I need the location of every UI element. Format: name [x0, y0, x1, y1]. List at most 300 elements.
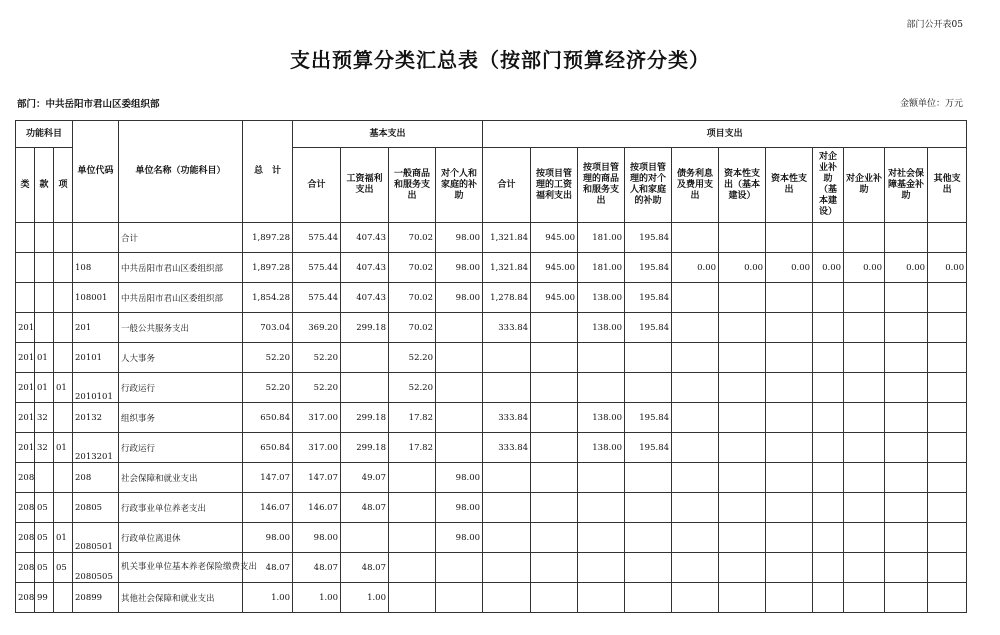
amount-cell — [483, 343, 531, 373]
amount-cell: 317.00 — [293, 433, 341, 463]
amount-cell — [578, 523, 625, 553]
amount-cell — [928, 493, 967, 523]
lei-cell: 208 — [16, 463, 35, 493]
amount-cell: 1,854.28 — [243, 283, 293, 313]
amount-cell — [578, 493, 625, 523]
amount-cell — [766, 463, 813, 493]
kuan-cell — [35, 253, 54, 283]
amount-cell: 195.84 — [625, 253, 672, 283]
project-sub-header: 按项目管理的对个人和家庭的补助 — [625, 148, 672, 223]
amount-cell — [813, 373, 844, 403]
amount-cell — [928, 313, 967, 343]
amount-cell: 945.00 — [531, 253, 578, 283]
amount-cell: 299.18 — [341, 403, 389, 433]
amount-cell: 138.00 — [578, 283, 625, 313]
amount-cell — [844, 313, 885, 343]
amount-cell — [483, 373, 531, 403]
amount-cell — [766, 373, 813, 403]
form-number: 部门公开表05 — [906, 20, 963, 30]
amount-cell: 147.07 — [243, 463, 293, 493]
unit-code-header: 单位代码 — [73, 121, 119, 223]
amount-cell: 299.18 — [341, 313, 389, 343]
amount-cell — [813, 523, 844, 553]
amount-cell: 98.00 — [436, 253, 483, 283]
amount-cell — [436, 343, 483, 373]
amount-cell: 0.00 — [844, 253, 885, 283]
amount-cell — [436, 433, 483, 463]
amount-cell — [885, 403, 928, 433]
amount-cell: 48.07 — [243, 553, 293, 583]
amount-cell — [483, 523, 531, 553]
amount-cell — [672, 523, 719, 553]
xiang-header: 项 — [54, 148, 73, 223]
amount-cell — [389, 583, 436, 613]
amount-cell: 407.43 — [341, 253, 389, 283]
unit-name-cell: 人大事务 — [119, 343, 243, 373]
amount-cell: 48.07 — [293, 553, 341, 583]
amount-cell: 317.00 — [293, 403, 341, 433]
amount-cell: 650.84 — [243, 403, 293, 433]
amount-cell — [531, 523, 578, 553]
xiang-cell: 05 — [54, 553, 73, 583]
amount-cell: 17.82 — [389, 433, 436, 463]
table-row — [16, 373, 967, 403]
amount-cell: 52.20 — [293, 373, 341, 403]
project-sub-header: 对社会保障基金补助 — [885, 148, 928, 223]
amount-cell — [436, 373, 483, 403]
amount-cell — [578, 463, 625, 493]
table-row — [16, 283, 967, 313]
unit-code-cell: 201 — [73, 313, 119, 343]
amount-cell: 70.02 — [389, 283, 436, 313]
xiang-cell — [54, 493, 73, 523]
amount-cell — [813, 283, 844, 313]
kuan-cell — [35, 463, 54, 493]
project-sub-header: 资本性支出 — [766, 148, 813, 223]
amount-cell — [813, 223, 844, 253]
unit-code-cell: 2080501 — [73, 523, 119, 553]
unit-name-cell: 行政单位离退休 — [119, 523, 243, 553]
unit-code-cell: 20132 — [73, 403, 119, 433]
unit-name-cell: 中共岳阳市君山区委组织部 — [119, 283, 243, 313]
table-row — [16, 523, 967, 553]
kuan-cell: 05 — [35, 553, 54, 583]
amount-cell — [531, 343, 578, 373]
lei-cell — [16, 223, 35, 253]
amount-cell — [766, 523, 813, 553]
amount-cell — [844, 373, 885, 403]
unit-code-cell: 2013201 — [73, 433, 119, 463]
table-row — [16, 583, 967, 613]
amount-cell — [885, 523, 928, 553]
project-sub-header: 债务利息及费用支出 — [672, 148, 719, 223]
amount-cell: 98.00 — [436, 463, 483, 493]
amount-cell — [844, 583, 885, 613]
table-row — [16, 463, 967, 493]
basic-sub-header: 一般商品和服务支出 — [389, 148, 436, 223]
amount-cell: 181.00 — [578, 253, 625, 283]
amount-cell — [625, 583, 672, 613]
amount-cell — [672, 223, 719, 253]
amount-cell — [885, 223, 928, 253]
amount-cell — [483, 583, 531, 613]
amount-unit-label: 金额单位：万元 — [899, 99, 963, 109]
basic-expenditure-header: 基本支出 — [293, 121, 483, 148]
amount-cell: 575.44 — [293, 223, 341, 253]
table-row — [16, 553, 967, 583]
amount-cell: 195.84 — [625, 433, 672, 463]
kuan-cell: 99 — [35, 583, 54, 613]
xiang-cell — [54, 253, 73, 283]
amount-cell: 181.00 — [578, 223, 625, 253]
project-sub-header: 按项目管理的工资福利支出 — [531, 148, 578, 223]
amount-cell — [766, 343, 813, 373]
amount-cell — [766, 313, 813, 343]
amount-cell — [625, 523, 672, 553]
amount-cell — [928, 343, 967, 373]
amount-cell — [844, 493, 885, 523]
amount-cell: 98.00 — [293, 523, 341, 553]
xiang-cell: 01 — [54, 523, 73, 553]
amount-cell: 195.84 — [625, 313, 672, 343]
amount-cell — [766, 583, 813, 613]
project-sub-header: 合计 — [483, 148, 531, 223]
kuan-cell — [35, 223, 54, 253]
unit-code-cell: 108001 — [73, 283, 119, 313]
basic-sub-header: 对个人和家庭的补助 — [436, 148, 483, 223]
unit-name-cell: 行政运行 — [119, 433, 243, 463]
amount-cell — [719, 463, 766, 493]
amount-cell — [672, 343, 719, 373]
amount-cell — [766, 553, 813, 583]
amount-cell — [578, 343, 625, 373]
amount-cell: 575.44 — [293, 283, 341, 313]
amount-cell — [885, 433, 928, 463]
unit-name-cell: 社会保障和就业支出 — [119, 463, 243, 493]
amount-cell: 0.00 — [813, 253, 844, 283]
amount-cell: 369.20 — [293, 313, 341, 343]
amount-cell — [813, 403, 844, 433]
unit-code-cell: 20805 — [73, 493, 119, 523]
lei-cell — [16, 253, 35, 283]
amount-cell: 52.20 — [389, 373, 436, 403]
kuan-cell: 32 — [35, 433, 54, 463]
amount-cell — [928, 403, 967, 433]
amount-cell — [813, 493, 844, 523]
amount-cell — [719, 223, 766, 253]
amount-cell — [719, 583, 766, 613]
amount-cell: 575.44 — [293, 253, 341, 283]
amount-cell: 407.43 — [341, 223, 389, 253]
lei-cell: 201 — [16, 403, 35, 433]
amount-cell — [625, 493, 672, 523]
unit-code-cell: 2080505 — [73, 553, 119, 583]
amount-cell — [928, 223, 967, 253]
amount-cell — [483, 493, 531, 523]
page-title: 支出预算分类汇总表（按部门预算经济分类） — [290, 48, 710, 72]
amount-cell: 333.84 — [483, 433, 531, 463]
amount-cell — [719, 553, 766, 583]
amount-cell: 0.00 — [885, 253, 928, 283]
amount-cell: 98.00 — [243, 523, 293, 553]
table-row — [16, 313, 967, 343]
amount-cell — [531, 433, 578, 463]
amount-cell: 195.84 — [625, 403, 672, 433]
amount-cell — [844, 283, 885, 313]
amount-cell — [719, 523, 766, 553]
func-subject-header: 功能科目 — [16, 121, 73, 148]
project-sub-header: 其他支出 — [928, 148, 967, 223]
kuan-cell: 01 — [35, 373, 54, 403]
amount-cell: 1,278.84 — [483, 283, 531, 313]
amount-cell — [885, 343, 928, 373]
amount-cell — [885, 373, 928, 403]
amount-cell — [844, 223, 885, 253]
amount-cell — [578, 583, 625, 613]
amount-cell — [531, 403, 578, 433]
amount-cell: 650.84 — [243, 433, 293, 463]
basic-sub-header: 工资福利支出 — [341, 148, 389, 223]
amount-cell — [389, 553, 436, 583]
amount-cell: 98.00 — [436, 523, 483, 553]
lei-cell: 208 — [16, 493, 35, 523]
expenditure-table — [15, 120, 967, 613]
amount-cell: 195.84 — [625, 283, 672, 313]
unit-code-cell: 20899 — [73, 583, 119, 613]
amount-cell — [341, 343, 389, 373]
lei-header: 类 — [16, 148, 35, 223]
kuan-cell: 05 — [35, 523, 54, 553]
total-header: 总 计 — [243, 121, 293, 223]
amount-cell: 195.84 — [625, 223, 672, 253]
amount-cell — [625, 343, 672, 373]
amount-cell — [928, 463, 967, 493]
amount-cell — [625, 373, 672, 403]
amount-cell — [436, 583, 483, 613]
amount-cell: 1,897.28 — [243, 253, 293, 283]
unit-code-cell: 20101 — [73, 343, 119, 373]
amount-cell — [844, 433, 885, 463]
lei-cell: 201 — [16, 313, 35, 343]
xiang-cell — [54, 283, 73, 313]
amount-cell: 299.18 — [341, 433, 389, 463]
amount-cell — [844, 523, 885, 553]
amount-cell — [578, 373, 625, 403]
amount-cell — [844, 553, 885, 583]
table-row — [16, 493, 967, 523]
amount-cell — [625, 463, 672, 493]
amount-cell — [885, 583, 928, 613]
lei-cell: 208 — [16, 553, 35, 583]
amount-cell — [672, 433, 719, 463]
lei-cell: 201 — [16, 373, 35, 403]
lei-cell: 208 — [16, 583, 35, 613]
amount-cell: 407.43 — [341, 283, 389, 313]
unit-name-cell: 其他社会保障和就业支出 — [119, 583, 243, 613]
amount-cell: 52.20 — [243, 343, 293, 373]
amount-cell — [766, 403, 813, 433]
lei-cell — [16, 283, 35, 313]
amount-cell — [672, 313, 719, 343]
amount-cell — [436, 313, 483, 343]
table-body — [16, 223, 967, 613]
amount-cell — [436, 403, 483, 433]
amount-cell: 98.00 — [436, 223, 483, 253]
amount-cell: 48.07 — [341, 553, 389, 583]
xiang-cell — [54, 463, 73, 493]
amount-cell — [844, 463, 885, 493]
amount-cell — [719, 403, 766, 433]
amount-cell — [928, 583, 967, 613]
amount-cell — [672, 583, 719, 613]
amount-cell — [885, 553, 928, 583]
lei-cell: 208 — [16, 523, 35, 553]
amount-cell — [531, 553, 578, 583]
amount-cell — [719, 343, 766, 373]
amount-cell — [885, 313, 928, 343]
kuan-cell: 01 — [35, 343, 54, 373]
amount-cell: 1,321.84 — [483, 253, 531, 283]
kuan-cell: 32 — [35, 403, 54, 433]
amount-cell: 138.00 — [578, 403, 625, 433]
unit-name-header: 单位名称（功能科目） — [119, 121, 243, 223]
amount-cell: 147.07 — [293, 463, 341, 493]
amount-cell — [483, 553, 531, 583]
amount-cell: 138.00 — [578, 433, 625, 463]
xiang-cell — [54, 223, 73, 253]
xiang-cell — [54, 313, 73, 343]
amount-cell — [844, 403, 885, 433]
amount-cell — [719, 493, 766, 523]
unit-name-cell: 机关事业单位基本养老保险缴费支出 — [119, 553, 243, 583]
unit-name-cell: 中共岳阳市君山区委组织部 — [119, 253, 243, 283]
amount-cell — [928, 523, 967, 553]
amount-cell — [389, 523, 436, 553]
amount-cell: 1.00 — [243, 583, 293, 613]
amount-cell: 333.84 — [483, 403, 531, 433]
amount-cell — [813, 433, 844, 463]
amount-cell — [531, 463, 578, 493]
table-row — [16, 223, 967, 253]
project-sub-header: 对企业补助 — [844, 148, 885, 223]
amount-cell — [436, 553, 483, 583]
xiang-cell — [54, 403, 73, 433]
amount-cell: 333.84 — [483, 313, 531, 343]
amount-cell: 1.00 — [341, 583, 389, 613]
kuan-header: 款 — [35, 148, 54, 223]
amount-cell: 146.07 — [293, 493, 341, 523]
amount-cell: 0.00 — [766, 253, 813, 283]
amount-cell — [672, 403, 719, 433]
amount-cell: 48.07 — [341, 493, 389, 523]
amount-cell — [672, 493, 719, 523]
amount-cell: 1.00 — [293, 583, 341, 613]
lei-cell: 201 — [16, 433, 35, 463]
amount-cell — [719, 373, 766, 403]
unit-name-cell: 一般公共服务支出 — [119, 313, 243, 343]
kuan-cell — [35, 313, 54, 343]
amount-cell: 703.04 — [243, 313, 293, 343]
amount-cell: 52.20 — [243, 373, 293, 403]
amount-cell: 70.02 — [389, 223, 436, 253]
amount-cell: 98.00 — [436, 493, 483, 523]
amount-cell — [813, 553, 844, 583]
amount-cell — [766, 223, 813, 253]
amount-cell — [719, 313, 766, 343]
amount-cell — [813, 313, 844, 343]
amount-cell: 52.20 — [389, 343, 436, 373]
amount-cell — [813, 583, 844, 613]
xiang-cell: 01 — [54, 373, 73, 403]
amount-cell — [389, 493, 436, 523]
amount-cell — [531, 313, 578, 343]
unit-name-cell: 合计 — [119, 223, 243, 253]
project-expenditure-header: 项目支出 — [483, 121, 967, 148]
unit-name-cell: 组织事务 — [119, 403, 243, 433]
table-row — [16, 433, 967, 463]
amount-cell: 0.00 — [672, 253, 719, 283]
amount-cell: 0.00 — [928, 253, 967, 283]
amount-cell — [719, 283, 766, 313]
amount-cell — [813, 343, 844, 373]
amount-cell — [578, 553, 625, 583]
amount-cell: 945.00 — [531, 223, 578, 253]
kuan-cell — [35, 283, 54, 313]
amount-cell — [766, 283, 813, 313]
amount-cell — [531, 493, 578, 523]
amount-cell: 138.00 — [578, 313, 625, 343]
xiang-cell — [54, 583, 73, 613]
amount-cell: 1,897.28 — [243, 223, 293, 253]
kuan-cell: 05 — [35, 493, 54, 523]
amount-cell — [928, 373, 967, 403]
project-sub-header: 对企业补助（基本建设） — [813, 148, 844, 223]
department-label: 部门：中共岳阳市君山区委组织部 — [17, 99, 160, 110]
amount-cell: 98.00 — [436, 283, 483, 313]
amount-cell — [672, 373, 719, 403]
table-row — [16, 403, 967, 433]
unit-code-cell — [73, 223, 119, 253]
amount-cell — [766, 493, 813, 523]
amount-cell: 52.20 — [293, 343, 341, 373]
amount-cell — [928, 433, 967, 463]
amount-cell — [531, 583, 578, 613]
amount-cell: 70.02 — [389, 253, 436, 283]
amount-cell — [928, 553, 967, 583]
unit-name-cell: 行政事业单位养老支出 — [119, 493, 243, 523]
amount-cell — [672, 553, 719, 583]
amount-cell — [341, 373, 389, 403]
amount-cell: 17.82 — [389, 403, 436, 433]
unit-code-cell: 208 — [73, 463, 119, 493]
amount-cell — [341, 523, 389, 553]
amount-cell — [672, 283, 719, 313]
amount-cell — [672, 463, 719, 493]
amount-cell — [844, 343, 885, 373]
basic-sub-header: 合计 — [293, 148, 341, 223]
unit-code-cell: 2010101 — [73, 373, 119, 403]
table-row — [16, 343, 967, 373]
amount-cell — [885, 463, 928, 493]
amount-cell: 1,321.84 — [483, 223, 531, 253]
project-sub-header: 资本性支出（基本建设） — [719, 148, 766, 223]
xiang-cell: 01 — [54, 433, 73, 463]
lei-cell: 201 — [16, 343, 35, 373]
unit-name-cell: 行政运行 — [119, 373, 243, 403]
amount-cell — [885, 493, 928, 523]
unit-code-cell: 108 — [73, 253, 119, 283]
amount-cell — [531, 373, 578, 403]
